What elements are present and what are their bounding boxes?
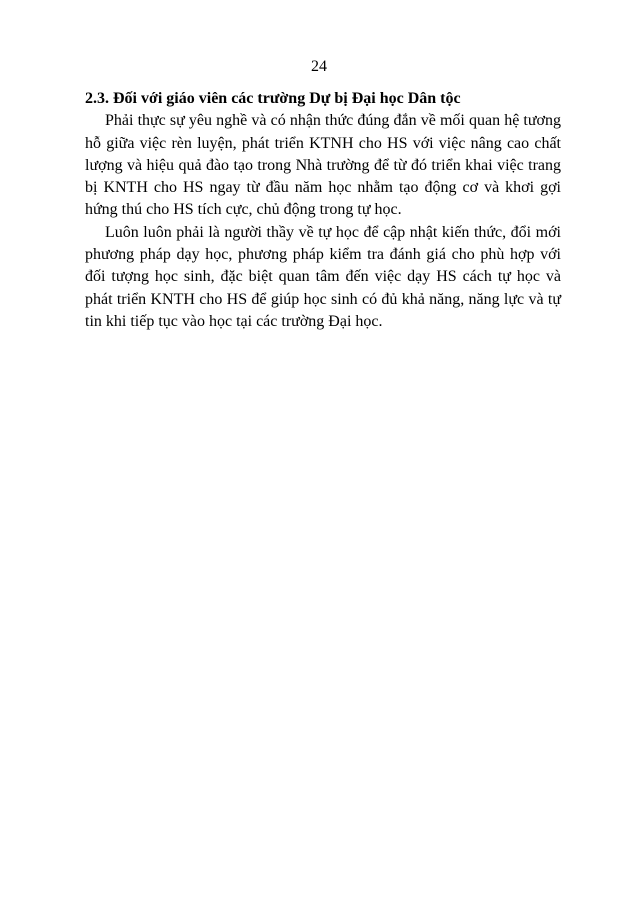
paragraph-2: Luôn luôn phải là người thầy về tự học để cập nhật kiến thức, đổi mới phương pháp dạy học, phương pháp kiểm tra đánh giá cho phù hợp với đối tượng học sinh, đặc biệt quan tâm đến việc dạy HS cách tự học và phát triển KNTH cho HS để giúp học sinh có đủ khả năng, năng lực và tự tin khi tiếp tục vào học tại các trường Đại học. bbox=[85, 223, 561, 330]
section-heading: 2.3. Đối với giáo viên các trường Dự bị Đại học Dân tộc bbox=[85, 90, 461, 107]
page-number: 24 bbox=[311, 58, 327, 75]
paragraph-1: Phải thực sự yêu nghề và có nhận thức đúng đắn về mối quan hệ tương hỗ giữa việc rèn luyện, phát triển KTNH cho HS với việc nâng cao chất lượng và hiệu quả đào tạo trong Nhà trường để từ đó triển khai việc trang bị KNTH cho HS ngay từ đầu năm học nhằm tạo động cơ và khơi gợi hứng thú cho HS tích cực, chủ động trong tự học. bbox=[85, 112, 561, 219]
section-body bbox=[85, 88, 561, 333]
